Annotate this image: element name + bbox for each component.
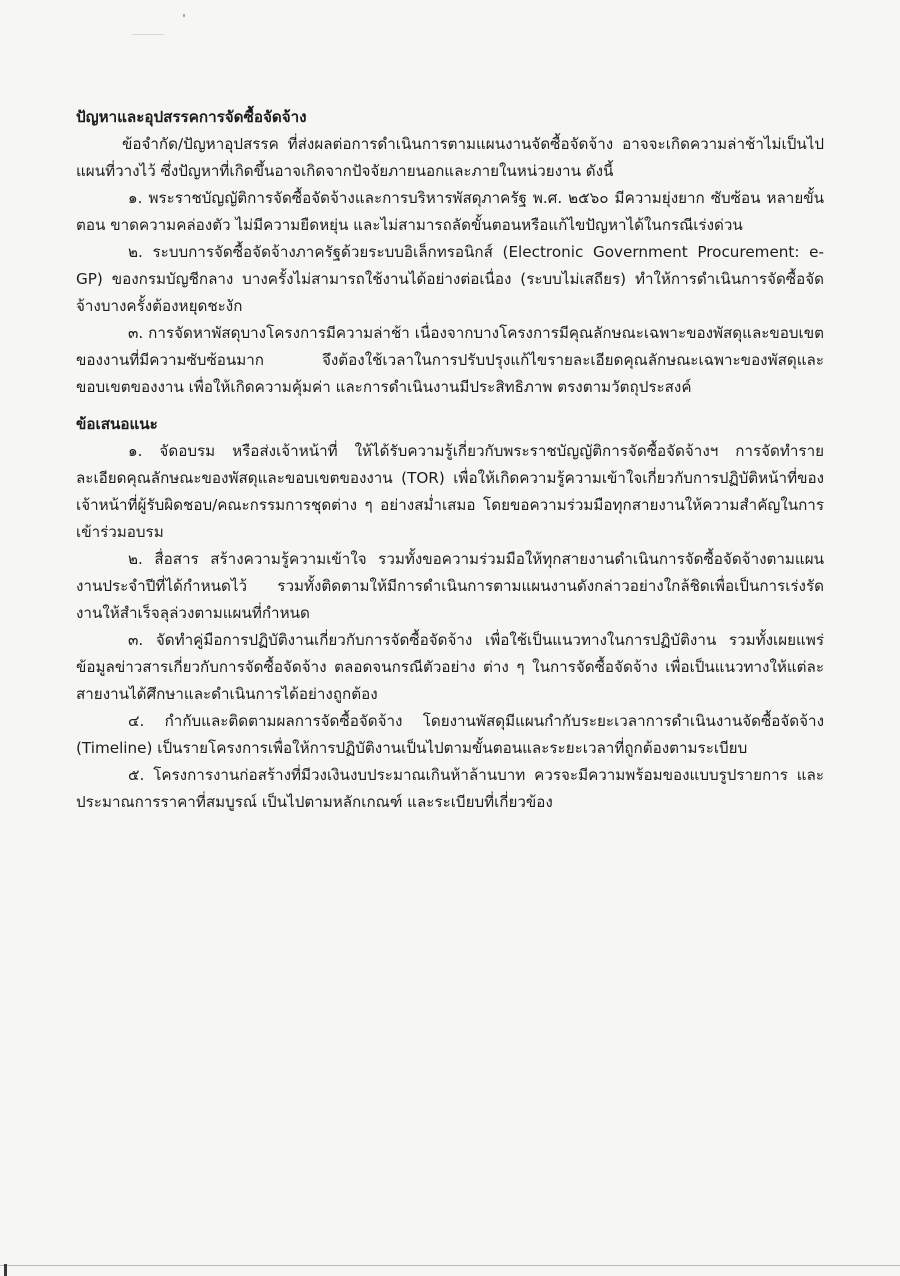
section-heading-recommendations: ข้อเสนอแนะ <box>76 415 158 433</box>
recommendation-item-4: ๔. กำกับและติดตามผลการจัดซื้อจัดจ้าง โดยงานพัสดุมีแผนกำกับระยะเวลาการดำเนินงานจัดซื้อจัดจ้าง (Timeline) เป็นรายโครงการเพื่อให้การปฏิบัติงานเป็นไปตามขั้นตอนและระยะเวลาที่ถูกต้องตามระเบียบ <box>76 712 824 757</box>
scan-mark <box>132 34 164 35</box>
recommendation-item-1: ๑. จัดอบรม หรือส่งเจ้าหน้าที่ ให้ได้รับความรู้เกี่ยวกับพระราชบัญญัติการจัดซื้อจัดจ้างฯ การจัดทำรายละเอียดคุณลักษณะของพัสดุและขอบเขตของงาน (TOR) เพื่อให้เกิดความรู้ความเข้าใจเกี่ยวกับการปฏิบัติหน้าที่ของเจ้าหน้าที่ผู้รับผิดชอบ/คณะกรรมการชุดต่าง ๆ อย่างสม่ำเสมอ โดยขอความร่วมมือทุกสายงานให้ความสำคัญในการเข้าร่วมอบรม <box>76 442 824 541</box>
problem-item-3: ๓. การจัดหาพัสดุบางโครงการมีความล่าช้า เนื่องจากบางโครงการมีคุณลักษณะเฉพาะของพัสดุและขอบเขตของงานที่มีความซับซ้อนมาก จึงต้องใช้เวลาในการปรับปรุงแก้ไขรายละเอียดคุณลักษณะเฉพาะของพัสดุและขอบเขตของงาน เพื่อให้เกิดความคุ้มค่า และการดำเนินงานมีประสิทธิภาพ ตรงตามวัตถุประสงค์ <box>76 324 824 396</box>
problems-intro-paragraph: ข้อจำกัด/ปัญหาอุปสรรค ที่ส่งผลต่อการดำเนินการตามแผนงานจัดซื้อจัดจ้าง อาจจะเกิดความล่าช้าไม่เป็นไปแผนที่วางไว้ ซึ่งปัญหาที่เกิดขึ้นอาจเกิดจากปัจจัยภายนอกและภายในหน่วยงาน ดังนี้ <box>76 135 824 180</box>
page-bottom-edge <box>0 1265 900 1266</box>
problem-item-2: ๒. ระบบการจัดซื้อจัดจ้างภาครัฐด้วยระบบอิเล็กทรอนิกส์ (Electronic Government Procurement: e-GP) ของกรมบัญชีกลาง บางครั้งไม่สามารถใช้งานได้อย่างต่อเนื่อง (ระบบไม่เสถียร) ทำให้การดำเนินการจัดซื้อจัดจ้างบางครั้งต้องหยุดชะงัก <box>76 243 824 315</box>
document-body <box>76 104 824 816</box>
recommendation-item-2: ๒. สื่อสาร สร้างความรู้ความเข้าใจ รวมทั้งขอความร่วมมือให้ทุกสายงานดำเนินการจัดซื้อจัดจ้างตามแผนงานประจำปีที่ได้กำหนดไว้ รวมทั้งติดตามให้มีการดำเนินการตามแผนงานดังกล่าวอย่างใกล้ชิดเพื่อเป็นการเร่งรัดงานให้สำเร็จลุล่วงตามแผนที่กำหนด <box>76 550 824 622</box>
scan-left-edge <box>4 1264 7 1276</box>
problem-item-1: ๑. พระราชบัญญัติการจัดซื้อจัดจ้างและการบริหารพัสดุภาครัฐ พ.ศ. ๒๕๖๐ มีความยุ่งยาก ซับซ้อน หลายขั้นตอน ขาดความคล่องตัว ไม่มีความยืดหยุ่น และไม่สามารถลัดขั้นตอนหรือแก้ไขปัญหาได้ในกรณีเร่งด่วน <box>76 189 824 234</box>
recommendation-item-3: ๓. จัดทำคู่มือการปฏิบัติงานเกี่ยวกับการจัดซื้อจัดจ้าง เพื่อใช้เป็นแนวทางในการปฏิบัติงาน รวมทั้งเผยแพร่ข้อมูลข่าวสารเกี่ยวกับการจัดซื้อจัดจ้าง ตลอดจนกรณีตัวอย่าง ต่าง ๆ ในการจัดซื้อจัดจ้าง เพื่อเป็นแนวทางให้แต่ละสายงานได้ศึกษาและดำเนินการได้อย่างถูกต้อง <box>76 631 824 703</box>
recommendation-item-5: ๕. โครงการงานก่อสร้างที่มีวงเงินงบประมาณเกินห้าล้านบาท ควรจะมีความพร้อมของแบบรูปรายการ และประมาณการราคาที่สมบูรณ์ เป็นไปตามหลักเกณฑ์ และระเบียบที่เกี่ยวข้อง <box>76 766 824 811</box>
section-heading-problems: ปัญหาและอุปสรรคการจัดซื้อจัดจ้าง <box>76 108 307 126</box>
scan-speck <box>183 14 185 17</box>
